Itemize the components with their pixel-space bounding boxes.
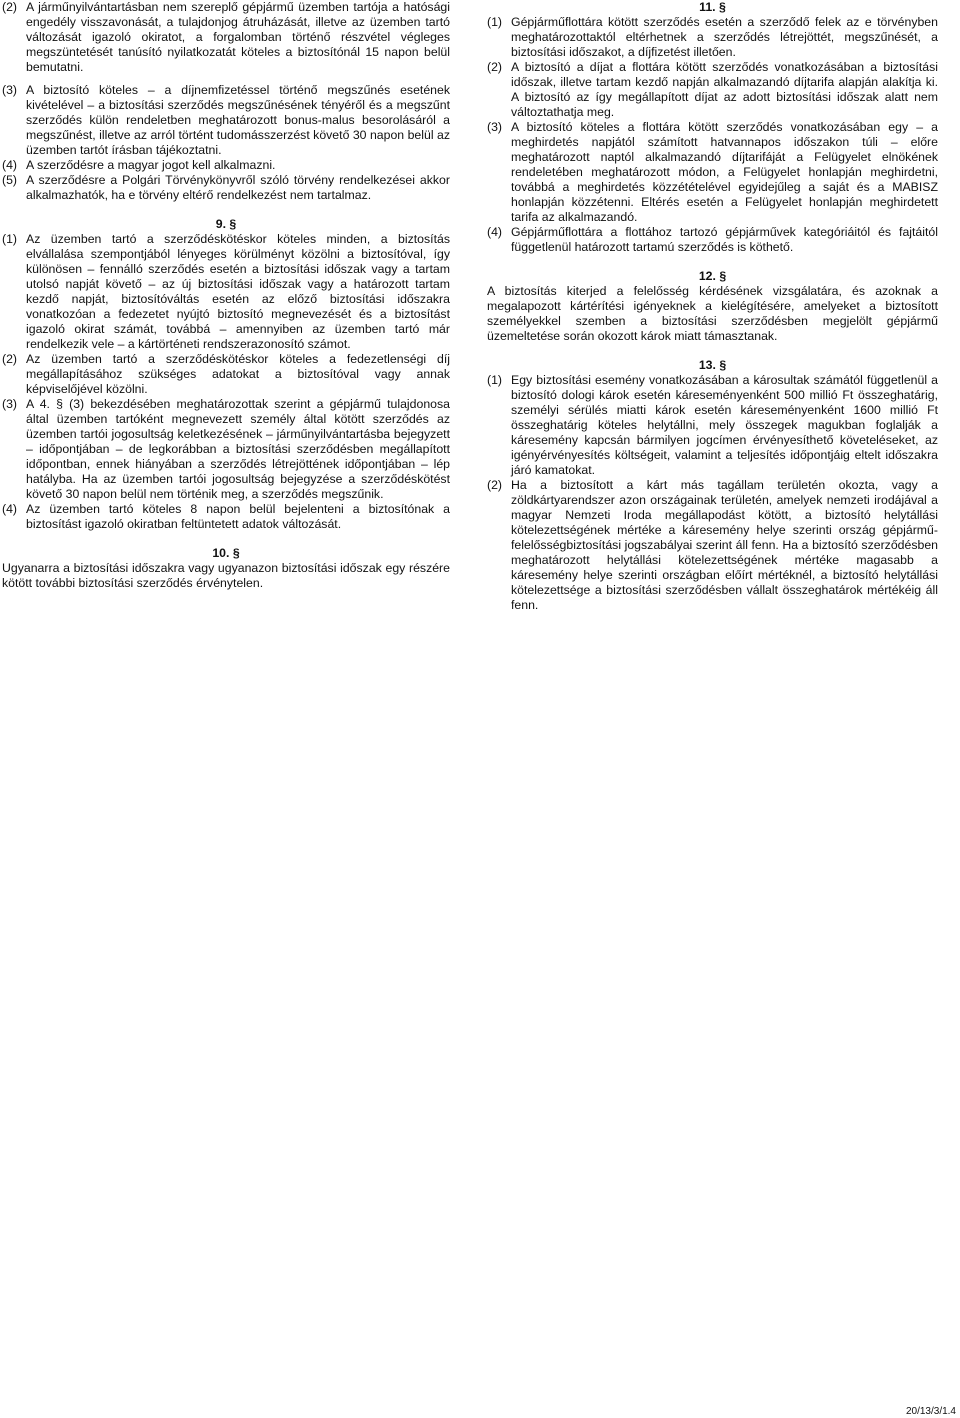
paragraph-text: A biztosító köteles – a díjnemfizetéssel történő megszűnés esetének kivételével – a biztosítási szerződés megszűnésének tényéről és a megszűnt szerződés külön rendeletben meghatározott bonus-malus besorolásáról a megszűnést, illetve az arról történt tudomásszerzést követő 30 napon belül az üzemben tartót írásban tájékoztatni. [26,83,450,157]
paragraph-number: (3) [2,83,18,97]
section-text: Ugyanarra a biztosítási időszakra vagy ugyanazon biztosítási időszak egy részére kötött további biztosítási szerződés érvénytelen. [2,561,450,590]
paragraph [487,15,938,60]
paragraph [2,158,450,173]
paragraph-number: (2) [2,0,18,14]
paragraph-text: Ha a biztosított a kárt más tagállam területén okozta, vagy a zöldkártyarendszer azon országainak területén, amelyek nemzeti irodájával a magyar Nemzeti Iroda megállapodást kötött, a biztosító helytállási kötelezettségének mértéke a káresemény helye szerinti ország gépjármű-felelősségbiztosítási jogszabályai szerint áll fenn. Ha a biztosító szerződésben meghatározott helytállási kötelezettségének mértéke magasabb a káresemény helye szerinti országban előírt mértéknél, a biztosító helytállási kötelezettsége a biztosítási szerződésben vállalt összeghatárok mértékéig áll fenn. [511,478,938,612]
paragraph-number: (3) [487,120,503,134]
paragraph-text: A szerződésre a Polgári Törvénykönyvről szóló törvény rendelkezései akkor alkalmazhatók, ha e törvény eltérő rendelkezést nem tartalmaz. [26,173,450,202]
paragraph [2,173,450,203]
paragraph-text: A 4. § (3) bekezdésében meghatározottak szerint a gépjármű tulajdonosa által üzemben tartóként megnevezett személy által kötött szerződés az üzemben tartói jogosultság keletkezésének – járműnyilvántartásba bejegyzett – időpontjában – de legkorábban a biztosítási szerződésben megállapított időpontban, ennek hiányában a szerződés létrejöttének időpontjában – lép hatályba. Ha az üzemben tartói jogosultság bejegyzése a szerződéskötést követő 30 napon belül nem történik meg, a szerződés megszűnik. [26,397,450,501]
paragraph-number: (4) [2,158,18,172]
section-heading: 12. § [698,269,727,283]
paragraph-number: (1) [487,15,503,29]
left-column [2,0,450,591]
paragraph [2,397,450,502]
paragraph-number: (1) [487,373,503,387]
section-heading: 9. § [215,217,237,231]
paragraph [2,83,450,158]
paragraph [487,373,938,478]
paragraph-text: A járműnyilvántartásban nem szereplő gépjármű üzemben tartója a hatósági engedély visszavonását, a tulajdonjog átruházását, illetve az üzemben tartó változását igazoló okiratot, a forgalomban történő részvétel végleges megszüntetését tanúsító nyilatkozatát köteles a biztosítónál 15 napon belül bemutatni. [26,0,450,74]
paragraph-text: Gépjárműflottára a flottához tartozó gépjárművek kategóriáitól és fajtáitól függetlenül határozott tartamú szerződés is köthető. [511,225,938,254]
section-text: A biztosítás kiterjed a felelősség kérdésének vizsgálatára, és azoknak a megalapozott kártérítési igényeknek a kielégítésére, amelyeket a biztosított személyekkel szemben a biztosítási szerződésben megjelölt gépjármű üzemeltetése során okozott károk miatt támasztanak. [487,284,938,343]
paragraph-number: (2) [487,478,503,492]
paragraph-number: (4) [2,502,18,516]
paragraph [487,60,938,120]
section-heading: 11. § [699,0,726,14]
paragraph-text: Az üzemben tartó köteles 8 napon belül bejelenteni a biztosítónak a biztosítást igazoló okiratban feltüntetett adatok változását. [26,502,450,531]
right-column [487,0,938,613]
paragraph-number: (2) [2,352,18,366]
paragraph-text: Az üzemben tartó a szerződéskötéskor köteles a fedezetlenségi díj megállapításához szükséges adatokat a biztosítóval vagy annak képviselőjével közölni. [26,352,450,396]
paragraph [2,502,450,532]
paragraph-number: (3) [2,397,18,411]
paragraph-number: (2) [487,60,503,74]
paragraph-number: (4) [487,225,503,239]
paragraph [487,120,938,225]
paragraph-number: (1) [2,232,18,246]
paragraph-text: A szerződésre a magyar jogot kell alkalmazni. [26,158,276,172]
paragraph [2,0,450,75]
paragraph-text: Egy biztosítási esemény vonatkozásában a károsultak számától függetlenül a biztosító dologi károk esetén káreseményenként 500 millió Ft összeghatárig, személyi sérülés miatti károk esetén káreseményenként 1600 millió Ft összeghatárig köteles helytállni, mely összegek magukban foglalják a káresemény kapcsán bármilyen jogcímen érvényesíthető követeléseket, az igényérvényesítés költségeit, valamint a teljesítés időpontjáig eltelt időszakra járó kamatokat. [511,373,938,477]
paragraph [2,352,450,397]
paragraph-text: Az üzemben tartó a szerződéskötéskor köteles minden, a biztosítás elvállalása szempontjából lényeges körülményt közölni a biztosítóval, így különösen – fennálló szerződés esetén a biztosítási időszak vagy a tartam utolsó napját követő – az új biztosítási időszak vagy a határozott tartam kezdő napját, biztosítóváltás esetén az előző biztosítási időszakra vonatkozóan a fedezetet nyújtó biztosító megnevezését és a biztosítást igazoló okirat számát, továbbá – amennyiben az üzemben tartó már rendelkezik vele – a kártörténeti rendszerazonosító számot. [26,232,450,351]
paragraph [487,225,938,255]
paragraph-text: A biztosító a díjat a flottára kötött szerződés vonatkozásában a biztosítási időszak, illetve tartam kezdő napján alkalmazandó díjtarifa alapján alakítja ki. A biztosító az így megállapított díjat az adott biztosítási időszak alatt nem változtathatja meg. [511,60,938,119]
section-heading: 13. § [698,358,727,372]
paragraph-text: Gépjárműflottára kötött szerződés esetén a szerződő felek az e törvényben meghatározottaktól eltérhetnek a szerződés létrejöttét, megszűnését, a biztosítási időszakot, a díjfizetést illetően. [511,15,938,59]
paragraph-number: (5) [2,173,18,187]
page-number: 20/13/3/1.4 [905,1406,956,1417]
paragraph [2,232,450,352]
paragraph-text: A biztosító köteles a flottára kötött szerződés vonatkozásában egy – a meghirdetés napjától számított hatvannapos időszakon túli – előre meghatározott naptól alkalmazandó díjtarifáját a Felügyelet elnökének rendeletében meghatározott módon, a Felügyelet honlapján meghirdetni, továbbá a meghirdetés közzétételével egyidejűleg a saját és a MABISZ honlapján közzétenni. Eltérés esetén a Felügyelet honlapján meghirdetett tarifa az alkalmazandó. [511,120,938,224]
section-heading: 10. § [212,546,240,560]
paragraph [487,478,938,613]
